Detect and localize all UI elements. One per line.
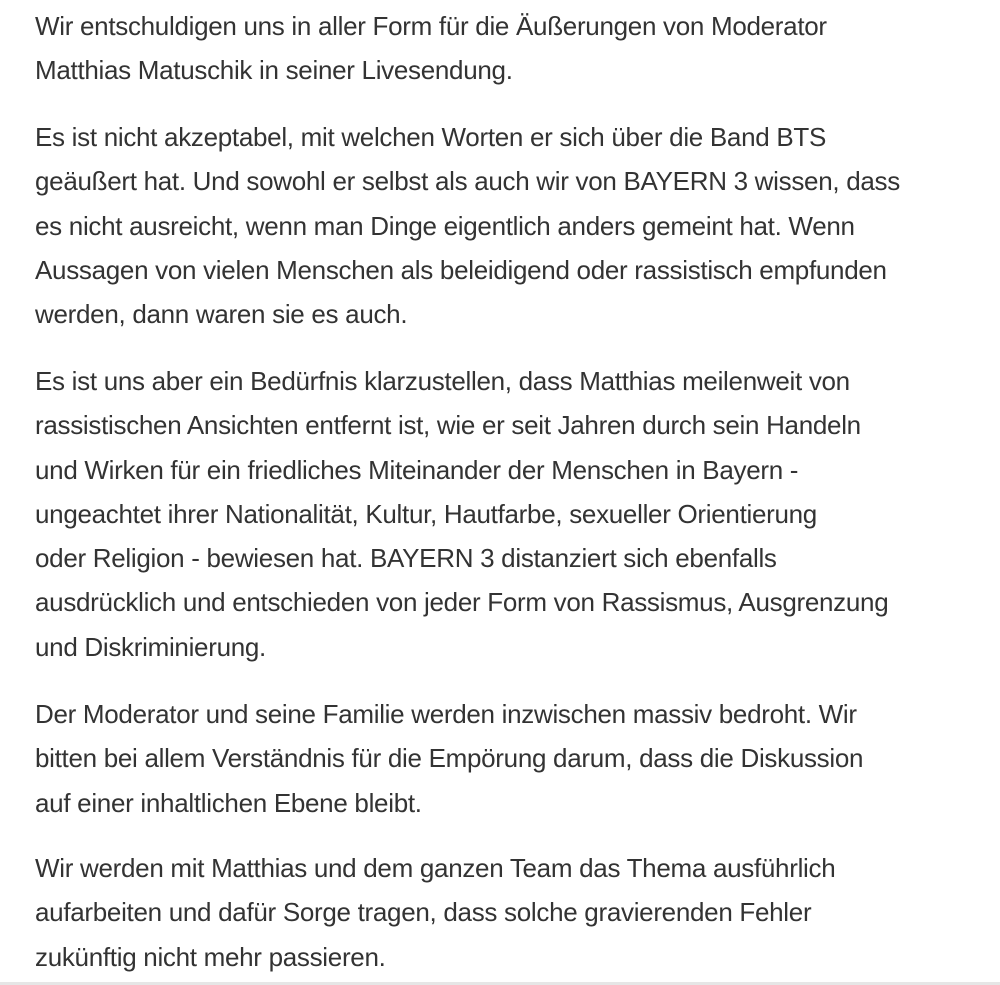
text-line: aufarbeiten und dafür Sorge tragen, dass solche gravierenden Fehler bbox=[35, 897, 812, 928]
text-line: Es ist uns aber ein Bedürfnis klarzustellen, dass Matthias meilenweit von bbox=[35, 366, 850, 396]
text-line: Der Moderator und seine Familie werden inzwischen massiv bedroht. Wir bbox=[35, 699, 857, 729]
paragraph-clarification bbox=[35, 359, 888, 669]
text-line: zukünftig nicht mehr passieren. bbox=[35, 941, 386, 972]
text-line: Aussagen von vielen Menschen als beleidigend oder rassistisch empfunden bbox=[35, 254, 887, 285]
text-line: werden, dann waren sie es auch. bbox=[35, 299, 408, 330]
text-line: es nicht ausreicht, wenn man Dinge eigentlich anders gemeint hat. Wenn bbox=[35, 210, 855, 241]
text-line: Wir werden mit Matthias und dem ganzen Team das Thema ausführlich bbox=[35, 853, 836, 883]
text-line: auf einer inhaltlichen Ebene bleibt. bbox=[35, 787, 422, 818]
text-line: bitten bei allem Verständnis für die Empörung darum, dass die Diskussion bbox=[35, 743, 864, 774]
paragraph-threats bbox=[35, 692, 863, 825]
text-line: Wir entschuldigen uns in aller Form für die Äußerungen von Moderator bbox=[35, 11, 827, 41]
text-line: geäußert hat. Und sowohl er selbst als auch wir von BAYERN 3 wissen, dass bbox=[35, 166, 900, 197]
text-line: ungeachtet ihrer Nationalität, Kultur, Hautfarbe, sexueller Orientierung bbox=[35, 498, 817, 529]
paragraph-apology bbox=[35, 4, 827, 93]
text-line: und Diskriminierung. bbox=[35, 631, 266, 662]
text-line: Matthias Matuschik in seiner Livesendung. bbox=[35, 55, 513, 86]
paragraph-follow-up bbox=[35, 846, 835, 979]
text-line: oder Religion - bewiesen hat. BAYERN 3 distanziert sich ebenfalls bbox=[35, 543, 777, 574]
text-line: Es ist nicht akzeptabel, mit welchen Worten er sich über die Band BTS bbox=[35, 122, 826, 152]
text-line: und Wirken für ein friedliches Miteinander der Menschen in Bayern - bbox=[35, 454, 799, 485]
paragraph-not-acceptable bbox=[35, 115, 900, 336]
text-line: ausdrücklich und entschieden von jeder Form von Rassismus, Ausgrenzung bbox=[35, 587, 889, 618]
text-line: rassistischen Ansichten entfernt ist, wie er seit Jahren durch sein Handeln bbox=[35, 410, 861, 441]
